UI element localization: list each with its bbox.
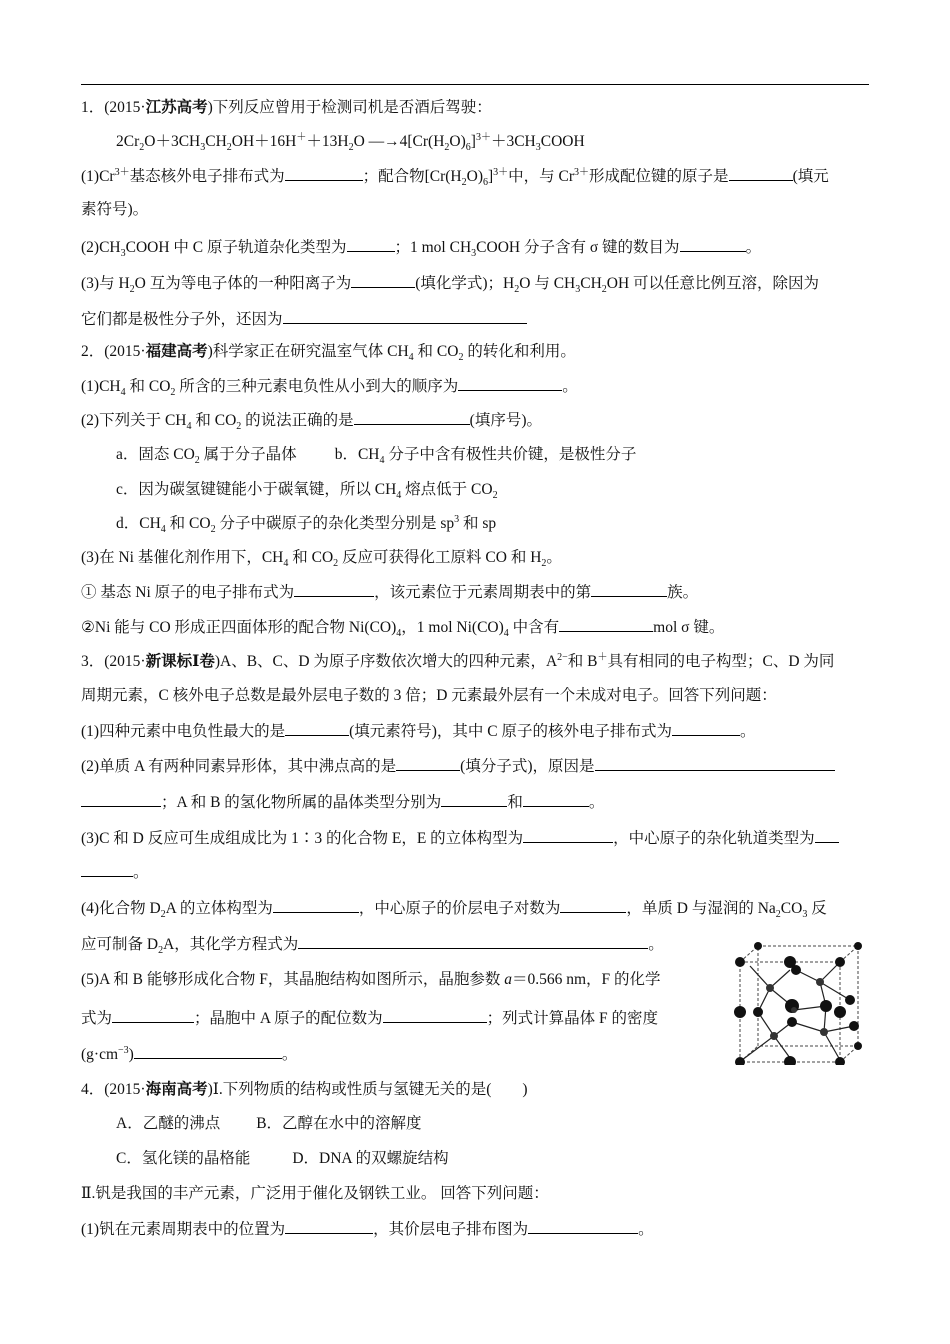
answer-blank[interactable]: [283, 309, 527, 324]
answer-blank[interactable]: [112, 1008, 194, 1023]
answer-blank[interactable]: [285, 166, 363, 181]
answer-blank[interactable]: [134, 1044, 282, 1059]
q4-part2-header: Ⅱ.钒是我国的丰产元素，广泛用于催化及钢铁工业。 回答下列问题：: [81, 1185, 549, 1202]
q3-part2-line2: ；A 和 B 的氢化物所属的晶体类型分别为 和 。: [81, 792, 604, 813]
q4-options-ab: [116, 1114, 422, 1134]
top-rule: [81, 84, 869, 85]
q3-part2-line1: (2)单质 A 有两种同素异形体，其中沸点高的是 (填分子式)，原因是: [81, 756, 835, 777]
answer-blank[interactable]: [298, 934, 648, 949]
answer-blank[interactable]: [347, 237, 395, 252]
answer-blank[interactable]: [383, 1008, 487, 1023]
q2-option-d: d．$CH_4$ 和 $CO_2$ 分子中碳原子的杂化类型分别是 $sp^3$ 和 sp: [116, 513, 497, 536]
q1-part3-line2: 它们都是极性分子外，还因为: [81, 309, 527, 330]
q3-part3-line2: 。: [81, 862, 149, 883]
q3-part3-line1: (3)C 和 D 反应可生成组成比为 1∶3 的化合物 E，E 的立体构型为 ，中心原子的杂化轨道类型为: [81, 828, 839, 849]
q3-part1: (1)四种元素中电负性最大的是 (填元素符号)，其中 C 原子的核外电子排布式为 。: [81, 723, 756, 740]
answer-blank[interactable]: [285, 1219, 373, 1234]
q3-part5-line1: (5)A 和 B 能够形成化合物 F，其晶胞结构如图所示，晶胞参数 a＝0.566 nm，F 的化学: [81, 971, 661, 988]
answer-blank[interactable]: [354, 410, 470, 425]
q3-part5-line3: $(g\cdot cm^{-3})$ 。: [81, 1044, 298, 1063]
option-b[interactable]: B．乙醇在水中的溶解度: [256, 1115, 422, 1132]
answer-blank[interactable]: [591, 582, 667, 597]
option-c[interactable]: C．氢化镁的晶格能: [116, 1150, 251, 1167]
answer-blank[interactable]: [458, 376, 562, 391]
answer-blank[interactable]: [81, 792, 161, 807]
answer-blank[interactable]: [528, 1219, 638, 1234]
q2-part3: (3)在 Ni 基催化剂作用下，$CH_4$ 和 $CO_2$ 反应可获得化工原料 CO 和 $H_2$。: [81, 549, 562, 570]
q3-part4-line1: (4)化合物 $D_2A$ 的立体构型为 ，中心原子的价层电子对数为 ，单质 D 与湿润的 $Na_2CO_3$ 反: [81, 900, 827, 921]
q3-part5-line2: 式为 ；晶胞中 A 原子的配位数为 ；列式计算晶体 F 的密度: [81, 1010, 658, 1027]
q2-header: 2．(2015·福建高考)科学家正在研究温室气体 $CH_4$ 和 $CO_2$ 的转化和利用。: [81, 343, 576, 364]
answer-blank[interactable]: [273, 898, 359, 913]
q2-option-ab: a．固态 $CO_2$ 属于分子晶体 b．$CH_4$ 分子中含有极性共价键，是极性分子: [116, 446, 637, 467]
answer-blank[interactable]: [396, 756, 460, 771]
q1-equation: $2Cr_2O+3CH_3CH_2OH+16H^++13H_2O$ $—\to 4[Cr(H_2O)_6]^{3+}+3CH_3COOH$: [116, 131, 585, 154]
q3-header-line2: 周期元素，C 核外电子总数是最外层电子数的 3 倍；D 元素最外层有一个未成对电子。回答下列问题：: [81, 687, 777, 704]
q1-part3-line1: (3)与 $H_2O$ 互为等电子体的一种阳离子为 (填化学式)；$H_2O$ 与 $CH_3CH_2OH$ 可以任意比例互溶，除因为: [81, 275, 820, 296]
q4-part2-q1: (1)钒在元素周期表中的位置为 ，其价层电子排布图为 。: [81, 1221, 654, 1238]
answer-blank[interactable]: [285, 721, 349, 736]
answer-blank[interactable]: [595, 756, 835, 771]
q3-part4-line2: 应可制备 $D_2A$，其化学方程式为 。: [81, 936, 664, 957]
crystal-structure-figure: [730, 940, 870, 1065]
q3-header-line1: 3．(2015·新课标Ⅰ卷)A、B、C、D 为原子序数依次增大的四种元素，$A^{2-}$和 B＋具有相同的电子构型；C、D 为同: [81, 651, 835, 670]
answer-blank[interactable]: [815, 828, 839, 843]
answer-blank[interactable]: [729, 166, 793, 181]
q1-header: 1．(2015·江苏高考)下列反应曾用于检测司机是否酒后驾驶：: [81, 99, 492, 116]
answer-blank[interactable]: [523, 792, 589, 807]
q2-option-c: c．因为碳氢键键能小于碳氧键，所以 $CH_4$ 熔点低于 $CO_2$: [116, 481, 498, 502]
answer-blank[interactable]: [294, 582, 374, 597]
answer-blank[interactable]: [680, 237, 746, 252]
answer-blank[interactable]: [559, 617, 653, 632]
q2-sub1: ① 基态 Ni 原子的电子排布式为 ，该元素位于元素周期表中的第 族。: [81, 584, 699, 601]
q1-part2: $(2)CH_3COOH$ 中 C 原子轨道杂化类型为 ；1 mol $CH_3COOH$ 分子含有 σ 键的数目为 。: [81, 239, 762, 260]
q2-part2: (2)下列关于 $CH_4$ 和 $CO_2$ 的说法正确的是 (填序号)。: [81, 412, 542, 433]
answer-blank[interactable]: [523, 828, 613, 843]
option-d[interactable]: D．DNA 的双螺旋结构: [292, 1150, 449, 1167]
q4-header: 4．(2015·海南高考)Ⅰ.下列物质的结构或性质与氢键无关的是( ): [81, 1081, 528, 1098]
q4-options-cd: [116, 1149, 449, 1169]
answer-blank[interactable]: [441, 792, 507, 807]
answer-blank[interactable]: [560, 898, 626, 913]
q2-part1: $(1)CH_4$ 和 $CO_2$ 所含的三种元素电负性从小到大的顺序为 。: [81, 378, 578, 399]
q1-part1-line2: 素符号)。: [81, 201, 149, 218]
answer-blank[interactable]: [81, 862, 133, 877]
answer-blank[interactable]: [351, 273, 415, 288]
q2-sub2: ②Ni 能与 CO 形成正四面体形的配合物 $Ni(CO)_4$，1 mol $Ni(CO)_4$ 中含有 mol σ 键。: [81, 619, 725, 640]
option-a[interactable]: A．乙醚的沸点: [116, 1115, 221, 1132]
q1-part1-line1: $(1)Cr^{3+}$基态核外电子排布式为 ；配合物$[Cr(H_2O)_6]^{3+}$中，与 $Cr^{3+}$形成配位键的原子是 (填元: [81, 166, 829, 189]
answer-blank[interactable]: [672, 721, 740, 736]
